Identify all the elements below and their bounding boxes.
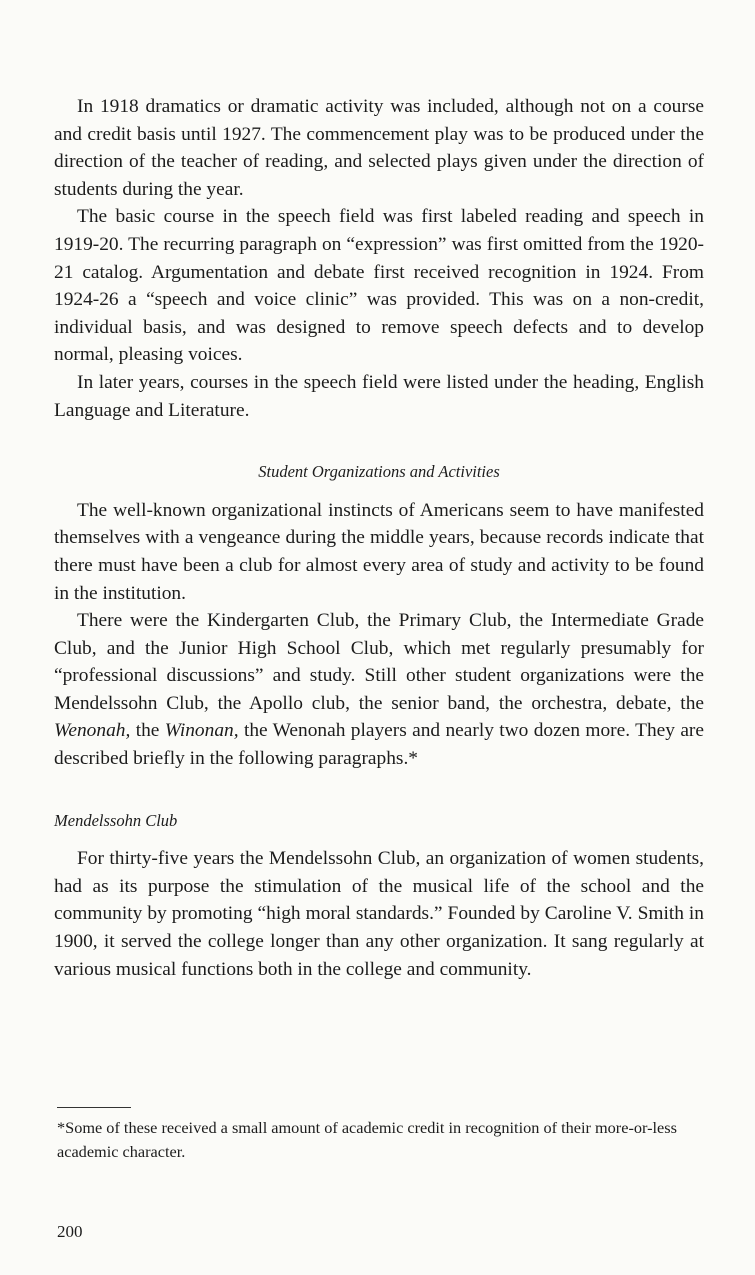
paragraph-organizational-instincts: The well-known organizational instincts of Americans seem to have manifested themselves with a vengeance during the middle years, because records indicate that there must have been a club for almost every area of study and activity to be found in the institution.: [54, 499, 704, 604]
paragraph-club-list: [54, 607, 704, 773]
paragraph-speech-course: The basic course in the speech field was first labeled reading and speech in 1919-20. The recurring paragraph on “expression” was first omitted from the 1920-21 catalog. Argumentation and debate first received recognition in 1924. From 1924-26 a “speech and voice clinic” was provided. This was on a non-credit, individual basis, and was designed to remove speech defects and to develop normal, pleasing voices.: [54, 206, 704, 366]
section-heading: Student Organizations and Activities: [258, 462, 500, 482]
paragraph-later-years: In later years, courses in the speech field were listed under the heading, English Language and Literature.: [54, 371, 704, 421]
footnote: *Some of these received a small amount of academic credit in recognition of their more-or-less academic character.: [57, 1118, 677, 1161]
club-list-text-a: There were the Kindergarten Club, the Primary Club, the Intermediate Grade Club, and the Junior High School Club, which met regularly presumably for “professional discussions” and study. Still other student organizations were the Mendelssohn Club, the Apollo club, the senior band, the orchestra, debate, the: [54, 610, 704, 714]
winonan-title: Winonan,: [164, 720, 239, 742]
paragraph-dramatics: In 1918 dramatics or dramatic activity was included, although not on a course and credit basis until 1927. The commencement play was to be produced under the direction of the teacher of reading, and selected plays given under the direction of students during the year.: [54, 96, 704, 200]
mendelssohn-heading: Mendelssohn Club: [54, 810, 178, 830]
wenonah-title: Wenonah,: [54, 720, 131, 742]
club-list-text-c: the Wenonah players and nearly two dozen more. They are described briefly in the following paragraphs.*: [54, 720, 704, 770]
body-text: [54, 93, 704, 983]
paragraph-mendelssohn: For thirty-five years the Mendelssohn Club, an organization of women students, had as its purpose the stimulation of the musical life of the school and the community by promoting “high moral standards.” Founded by Caroline V. Smith in 1900, it served the college longer than any other organization. It sang regularly at various musical functions both in the college and community.: [54, 848, 704, 980]
club-list-text-b: the: [135, 720, 160, 742]
page-number: 200: [57, 1222, 83, 1241]
footnote-divider: [57, 1107, 131, 1108]
